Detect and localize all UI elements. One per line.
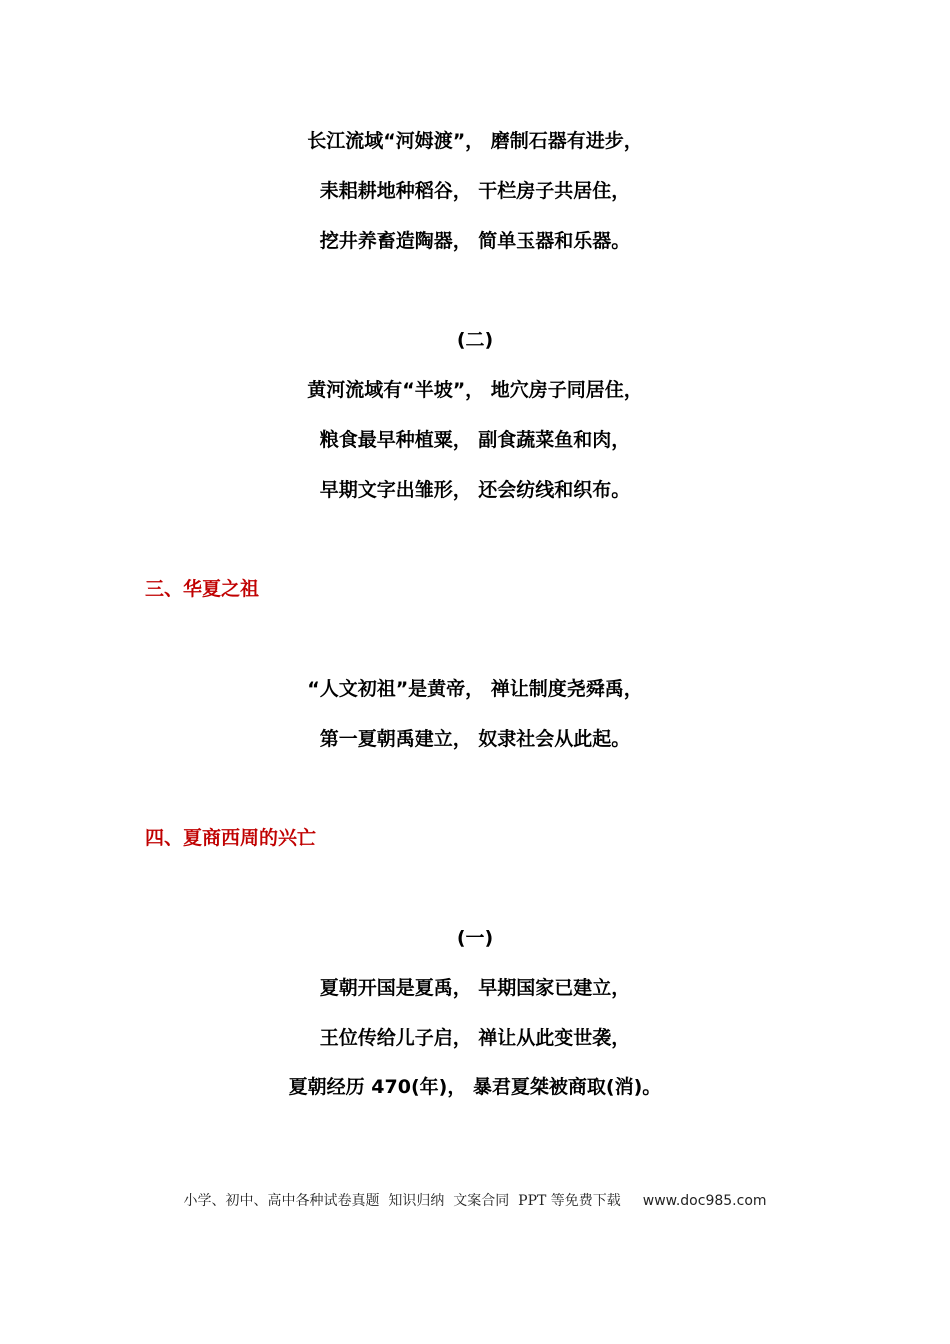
verse-marker: (一)	[456, 927, 494, 949]
section-heading-huaxia: 三、华夏之祖	[145, 578, 260, 600]
section-heading-xia-shang-zhou: 四、夏商西周的兴亡	[145, 827, 317, 849]
verse-line: 早期文字出雏形， 还会纺线和织布。	[319, 479, 631, 501]
verse-line: 第一夏朝禹建立， 奴隶社会从此起。	[319, 728, 631, 750]
footer-text: 小学、初中、高中各种试卷真题 知识归纳 文案合同 PPT 等免费下载	[183, 1193, 621, 1209]
verse-line: 夏朝经历 470(年)， 暴君夏桀被商取(消)。	[288, 1076, 662, 1098]
verse-line: “人文初祖”是黄帝， 禅让制度尧舜禹，	[307, 678, 643, 700]
verse-line: 耒耜耕地种稻谷， 干栏房子共居住，	[319, 180, 631, 202]
verse-marker: (二)	[456, 329, 494, 351]
verse-line: 黄河流域有“半坡”， 地穴房子同居住，	[307, 379, 643, 401]
verse-line: 长江流域“河姆渡”， 磨制石器有进步，	[307, 130, 643, 152]
verse-line: 粮食最早种植粟， 副食蔬菜鱼和肉，	[319, 429, 631, 451]
verse-line: 王位传给儿子启， 禅让从此变世袭，	[319, 1027, 631, 1049]
verse-line: 夏朝开国是夏禹， 早期国家已建立，	[319, 977, 631, 999]
page-footer	[0, 1190, 950, 1212]
verse-line: 挖井养畜造陶器， 简单玉器和乐器。	[319, 230, 631, 252]
footer-url[interactable]: www.doc985.com	[642, 1193, 767, 1209]
